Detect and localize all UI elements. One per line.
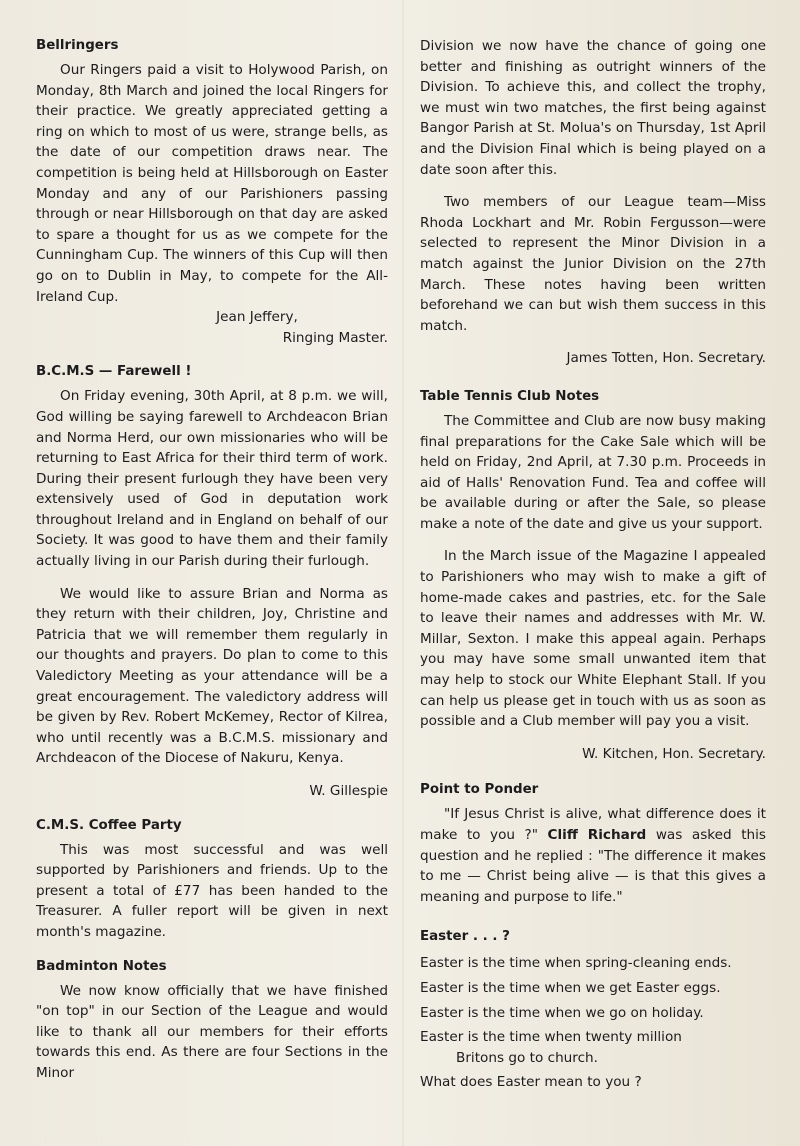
ponder-question: "If Jesus Christ is alive, what difference does it make to you ?" — [420, 806, 766, 843]
cms-section — [36, 816, 388, 943]
badminton-continued-paragraph-1: Division we now have the chance of going one better and finishing as outright winners of the Division. To achieve this, and collect the trophy, we must win two matches, the first being against Bangor Parish at St. Molua's on Thursday, 1st April and the Division Final which is being played on a date soon after this. — [420, 38, 766, 178]
bcms-heading: B.C.M.S — Farewell ! — [36, 364, 192, 380]
left-column — [36, 36, 388, 1098]
badminton-continued-section — [420, 36, 766, 369]
bcms-section — [36, 362, 388, 801]
easter-line-5: What does Easter mean to you ? — [420, 1074, 642, 1091]
cms-body: This was most successful and was well supported by Parishioners and friends. Up to the present a total of £77 has been handed to the Treasurer. A fuller report will be given in next month's magazine. — [36, 841, 388, 940]
easter-line-2: Easter is the time when we get Easter eggs. — [420, 979, 721, 996]
spacer — [420, 180, 766, 192]
easter-section — [420, 927, 766, 1093]
bcms-signature: W. Gillespie — [309, 783, 388, 799]
badminton-body: We now know officially that we have finished "on top" in our Section of the League and would like to thank all our members for their efforts towards this end. As there are four Sections in the Minor — [36, 982, 388, 1081]
badminton-signature: James Totten, Hon. Secretary. — [566, 350, 766, 367]
bcms-paragraph-2: We would like to assure Brian and Norma as they return with their children, Joy, Christine and Patricia that we will remember them regularly in our thoughts and prayers. Do plan to come to this Valedictory Meeting as your attendance will be a great encouragement. The valedictory address will be given by Rev. Robert McKemey, Rector of Kilrea, who until recently was a B.C.M.S. missionary and Archdeacon of the Diocese of Nakuru, Kenya. — [36, 585, 388, 767]
easter-line-4: Easter is the time when twenty million — [420, 1029, 682, 1046]
badminton-section — [36, 957, 388, 1084]
easter-line-3: Easter is the time when we go on holiday. — [420, 1004, 704, 1021]
bellringers-body: Our Ringers paid a visit to Holywood Parish, on Monday, 8th March and joined the local Ringers for their practice. We greatly appreciated getting a ring on which to most of us were, strange bells, as the date of our competition draws near. The competition is being held at Hillsborough on Easter Monday and any of our Parishioners passing through or near Hillsborough on that day are asked to spare a thought for us as we compete for the Cunningham Cup. The winners of this Cup will then go on to Dublin in May, to compete for the All-Ireland Cup. — [36, 62, 388, 305]
badminton-heading: Badminton Notes — [36, 958, 167, 974]
easter-line-4-continued: Britons go to church. — [456, 1049, 598, 1066]
cms-heading: C.M.S. Coffee Party — [36, 817, 182, 833]
spacer — [420, 534, 766, 546]
badminton-continued-paragraph-2: Two members of our League team—Miss Rhoda Lockhart and Mr. Robin Fergusson—were selected to represent the Minor Division in a match against the Junior Division on the 27th March. These notes having been written beforehand we can but wish them success in this match. — [420, 194, 766, 334]
spacer — [420, 732, 766, 744]
easter-heading: Easter . . . ? — [420, 929, 510, 945]
table-tennis-paragraph-1: The Committee and Club are now busy making final preparations for the Cake Sale which will be held on Friday, 2nd April, at 7.30 p.m. Proceeds in aid of Halls' Renovation Fund. Tea and coffee will be available during or after the Sale, so please make a note of the date and give us your support. — [420, 412, 766, 532]
bellringers-signature-name: Jean Jeffery, — [216, 309, 298, 326]
bellringers-section — [36, 36, 388, 348]
table-tennis-section — [420, 387, 766, 765]
point-to-ponder-section — [420, 780, 766, 907]
ponder-answer: was asked this question and he replied : "The difference it makes to me — Christ being alive — is that this gives a meaning and purpose to life." — [420, 827, 767, 905]
bellringers-heading: Bellringers — [36, 38, 119, 53]
spacer — [36, 572, 388, 584]
table-tennis-paragraph-2: In the March issue of the Magazine I appealed to Parishioners who may wish to make a gift of home-made cakes and pastries, etc. for the Sale to leave their names and addresses with Mr. W. Millar, Sexton. I make this appeal again. Perhaps you may have some small unwanted item that may help to stock our White Elephant Stall. If you can help us please get in touch with us as soon as possible and a Club member will pay you a visit. — [420, 548, 766, 730]
table-tennis-heading: Table Tennis Club Notes — [420, 388, 600, 404]
point-to-ponder-heading: Point to Ponder — [420, 782, 539, 798]
spacer — [36, 769, 388, 781]
point-to-ponder-body — [420, 804, 766, 907]
easter-line-1: Easter is the time when spring-cleaning ends. — [420, 955, 732, 972]
table-tennis-signature: W. Kitchen, Hon. Secretary. — [582, 745, 766, 762]
right-column — [420, 36, 766, 1107]
page-crease — [402, 0, 404, 1146]
ponder-person-name: Cliff Richard — [547, 827, 647, 843]
spacer — [420, 336, 766, 348]
bellringers-signature-role: Ringing Master. — [282, 329, 388, 346]
bcms-paragraph-1: On Friday evening, 30th April, at 8 p.m. we will, God willing be saying farewell to Archdeacon Brian and Norma Herd, our own missionaries who will be returning to East Africa for their third term of work. During their present furlough they have been very extensively used of God in deputation work throughout Ireland and in England on behalf of our Society. It was good to have them and their family actually living in our Parish during their furlough. — [36, 388, 388, 570]
